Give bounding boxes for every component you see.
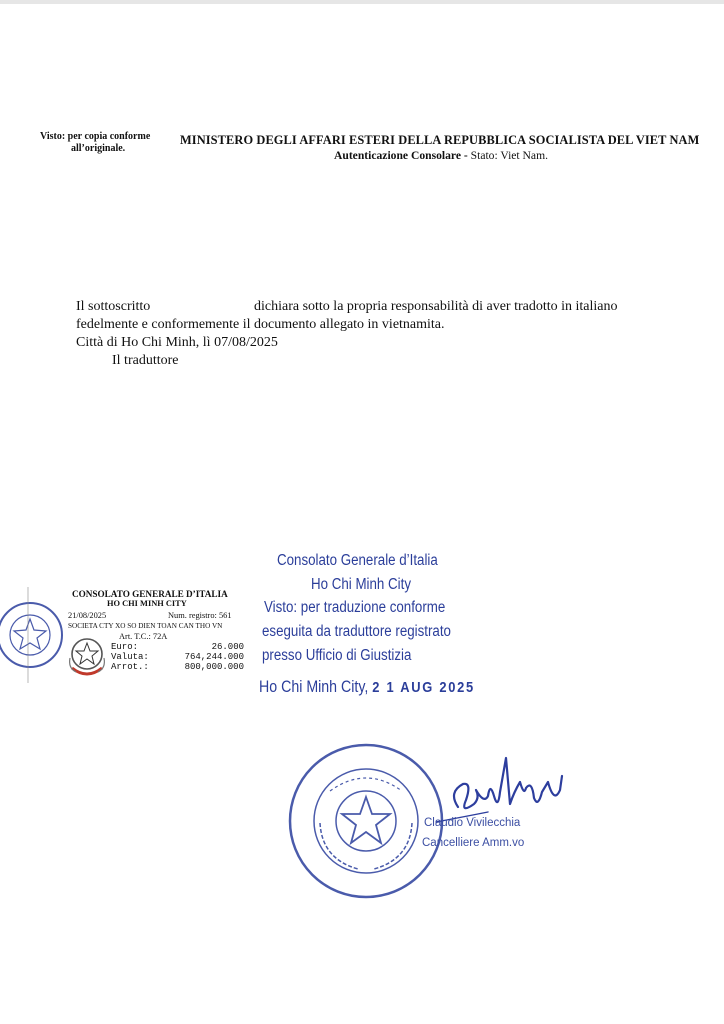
consular-round-seal-icon [286,741,446,901]
autenticazione-label: Autenticazione Consolare - [334,149,468,162]
consular-stamp-line-3: Visto: per traduzione conforme [264,599,446,616]
fee-stamp-seal-icon [0,585,64,685]
declaration-place-date: Città di Ho Chi Minh, lì 07/08/2025 [76,335,278,350]
ministry-title: MINISTERO DEGLI AFFARI ESTERI DELLA REPUBBLICA SOCIALISTA DEL VIET NAM [180,133,700,147]
consular-stamp-line-4: eseguita da traduttore registrato [262,623,451,640]
translator-label: Il traduttore [112,353,179,368]
fee-stamp-registro: Num. registro: 561 [168,611,232,620]
italian-emblem-icon [66,634,108,680]
consular-stamp-line-2: Ho Chi Minh City [311,576,412,593]
signatory-role: Cancelliere Amm.vo [422,837,525,849]
fee-stamp-societa: SOCIETA CTY XO SO DIEN TOAN CAN THO VN [68,622,223,630]
page-top-edge [0,0,724,4]
fee-row-value: 764,244.000 [184,652,244,662]
declaration-line-2: fedelmente e conformemente il documento allegato in vietnamita. [76,317,445,332]
fee-row-label: Euro: [111,642,139,652]
consular-stamp-line-1: Consolato Generale d’Italia [277,552,438,569]
fee-row-value: 800,000.000 [184,662,244,672]
fee-row-label: Arrot.: [111,662,149,672]
fee-stamp-art: Art. T.C.: 72A [119,632,168,641]
declaration-statement: dichiara sotto la propria responsabilità di aver tradotto in italiano [254,299,618,314]
fee-stamp-city: HO CHI MINH CITY [107,599,187,608]
autenticazione-state: Stato: Viet Nam. [467,149,548,162]
autenticazione-line [334,149,548,162]
consular-stamp-date: 2 1 AUG 2025 [372,679,475,696]
fee-row-value: 26.000 [211,642,244,652]
consular-stamp-city: Ho Chi Minh City, [259,678,369,696]
fee-stamp-date: 21/08/2025 [68,611,107,620]
visto-copia-conforme [40,131,150,155]
visto-line-2: all’originale. [71,143,126,154]
visto-line-1: Visto: per copia conforme [40,131,151,142]
fee-row-label: Valuta: [111,652,149,662]
declaration-subject: Il sottoscritto [76,299,151,314]
fee-stamp-title: CONSOLATO GENERALE D’ITALIA [72,589,228,599]
signatory-name: Claudio Vivilecchia [424,817,521,829]
consular-stamp-line-5: presso Ufficio di Giustizia [262,647,412,664]
consular-stamp-date-line [259,675,475,700]
